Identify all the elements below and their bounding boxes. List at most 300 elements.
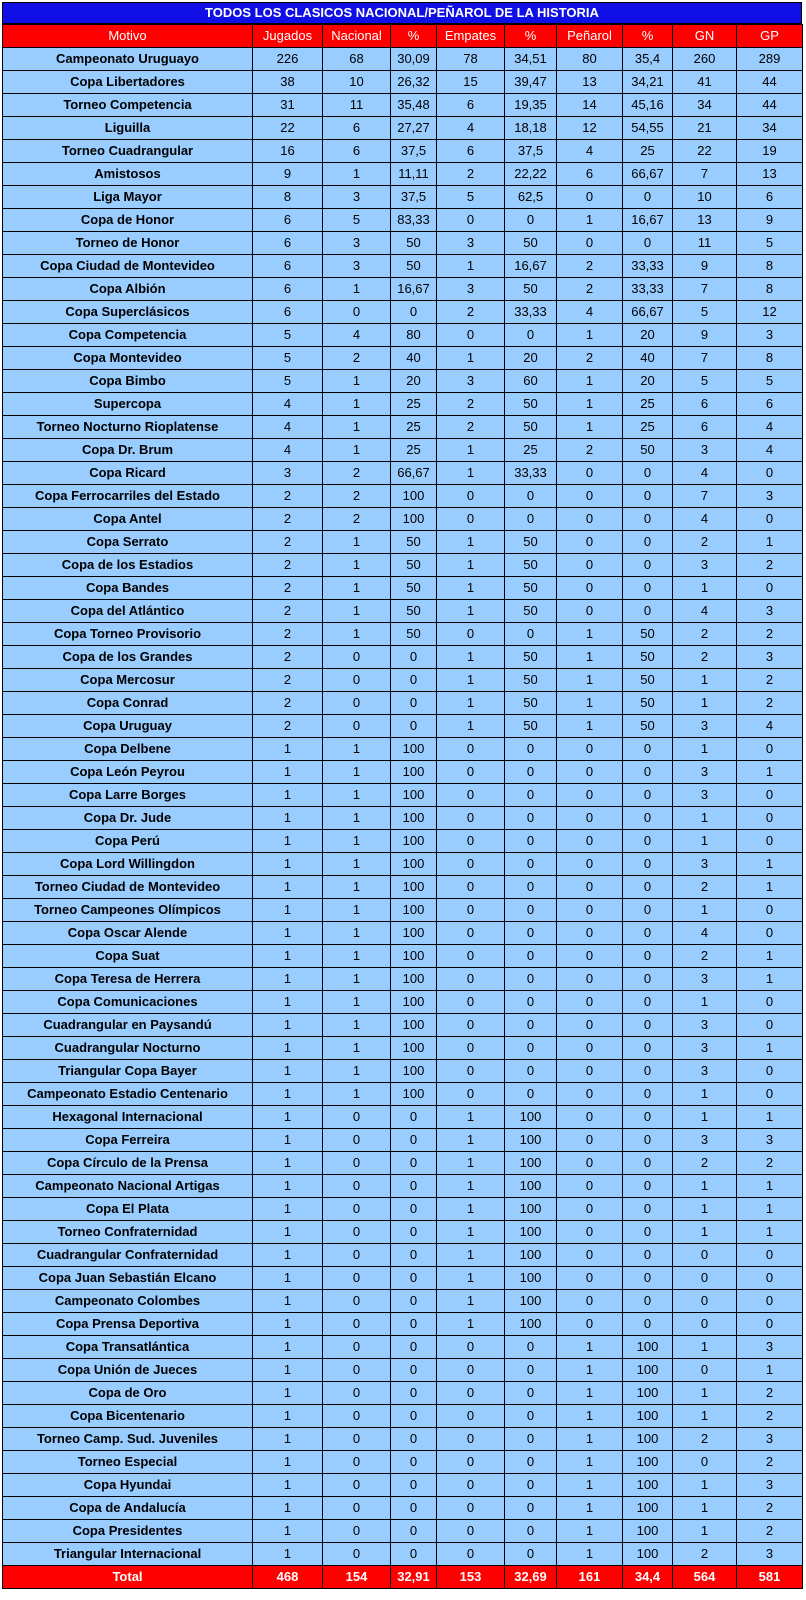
stat-cell: 1 (437, 1221, 505, 1244)
table-row (3, 1083, 803, 1106)
competition-name-cell: Liguilla (3, 117, 253, 140)
stat-cell: 100 (391, 485, 437, 508)
stat-cell: 0 (323, 1497, 391, 1520)
stat-cell: 8 (737, 278, 803, 301)
stat-cell: 13 (673, 209, 737, 232)
table-row (3, 370, 803, 393)
stat-cell: 50 (623, 623, 673, 646)
stat-cell: 0 (623, 991, 673, 1014)
table-row (3, 1474, 803, 1497)
stat-cell: 1 (437, 1106, 505, 1129)
stat-cell: 1 (437, 531, 505, 554)
stat-cell: 0 (557, 186, 623, 209)
stat-cell: 1 (737, 1106, 803, 1129)
competition-name-cell: Torneo Confraternidad (3, 1221, 253, 1244)
stat-cell: 1 (673, 1405, 737, 1428)
stat-cell: 7 (673, 278, 737, 301)
stat-cell: 3 (323, 186, 391, 209)
stat-cell: 40 (391, 347, 437, 370)
stat-cell: 1 (673, 1382, 737, 1405)
stat-cell: 3 (673, 968, 737, 991)
table-body (3, 48, 803, 1566)
stat-cell: 100 (391, 853, 437, 876)
stat-cell: 1 (253, 1175, 323, 1198)
stat-cell: 0 (505, 922, 557, 945)
stat-cell: 1 (737, 853, 803, 876)
stat-cell: 2 (673, 876, 737, 899)
competition-name-cell: Copa de los Grandes (3, 646, 253, 669)
competition-name-cell: Copa Bimbo (3, 370, 253, 393)
stat-cell: 3 (673, 1060, 737, 1083)
stat-cell: 0 (437, 1014, 505, 1037)
stat-cell: 0 (737, 991, 803, 1014)
stat-cell: 2 (253, 600, 323, 623)
stat-cell: 1 (323, 163, 391, 186)
stat-cell: 0 (437, 485, 505, 508)
stat-cell: 0 (557, 577, 623, 600)
competition-name-cell: Cuadrangular Confraternidad (3, 1244, 253, 1267)
stat-cell: 2 (673, 646, 737, 669)
stat-cell: 2 (737, 1497, 803, 1520)
table-row (3, 347, 803, 370)
table-row (3, 1060, 803, 1083)
stat-cell: 1 (253, 1359, 323, 1382)
stat-cell: 0 (323, 1451, 391, 1474)
stat-cell: 0 (505, 1520, 557, 1543)
stat-cell: 35,48 (391, 94, 437, 117)
stat-cell: 1 (437, 554, 505, 577)
stat-cell: 0 (437, 922, 505, 945)
stat-cell: 1 (323, 416, 391, 439)
stat-cell: 0 (505, 1451, 557, 1474)
stat-cell: 0 (323, 1313, 391, 1336)
stat-cell: 6 (437, 94, 505, 117)
total-cell: 154 (323, 1566, 391, 1589)
stat-cell: 0 (505, 1543, 557, 1566)
stat-cell: 8 (737, 347, 803, 370)
stat-cell: 1 (557, 646, 623, 669)
table-row (3, 163, 803, 186)
stat-cell: 16,67 (505, 255, 557, 278)
stat-cell: 0 (557, 1175, 623, 1198)
competition-name-cell: Triangular Internacional (3, 1543, 253, 1566)
competition-name-cell: Copa Serrato (3, 531, 253, 554)
stat-cell: 0 (391, 1244, 437, 1267)
stat-cell: 0 (623, 738, 673, 761)
competition-name-cell: Triangular Copa Bayer (3, 1060, 253, 1083)
stat-cell: 3 (737, 1543, 803, 1566)
stat-cell: 50 (391, 255, 437, 278)
stat-cell: 0 (557, 554, 623, 577)
competition-name-cell: Copa de los Estadios (3, 554, 253, 577)
table-row (3, 140, 803, 163)
stat-cell: 5 (737, 232, 803, 255)
table-row (3, 1451, 803, 1474)
stat-cell: 1 (437, 1198, 505, 1221)
stat-cell: 0 (505, 1083, 557, 1106)
stat-cell: 62,5 (505, 186, 557, 209)
table-row (3, 232, 803, 255)
stat-cell: 0 (505, 784, 557, 807)
stat-cell: 100 (391, 968, 437, 991)
classics-table (2, 24, 803, 1589)
stat-cell: 0 (737, 1290, 803, 1313)
stat-cell: 1 (557, 370, 623, 393)
stat-cell: 1 (253, 784, 323, 807)
stat-cell: 39,47 (505, 71, 557, 94)
stat-cell: 34 (737, 117, 803, 140)
table-row (3, 1428, 803, 1451)
stat-cell: 1 (737, 1198, 803, 1221)
stat-cell: 0 (323, 1520, 391, 1543)
competition-name-cell: Copa Dr. Brum (3, 439, 253, 462)
stat-cell: 2 (673, 1428, 737, 1451)
stat-cell: 2 (737, 1382, 803, 1405)
stat-cell: 100 (391, 1060, 437, 1083)
stat-cell: 14 (557, 94, 623, 117)
stat-cell: 11,11 (391, 163, 437, 186)
stat-cell: 0 (557, 1267, 623, 1290)
stat-cell: 2 (737, 554, 803, 577)
stat-cell: 2 (253, 485, 323, 508)
stat-cell: 1 (737, 968, 803, 991)
stat-cell: 4 (673, 600, 737, 623)
table-row (3, 1129, 803, 1152)
stat-cell: 5 (323, 209, 391, 232)
competition-name-cell: Copa Lord Willingdon (3, 853, 253, 876)
stat-cell: 1 (323, 830, 391, 853)
stat-cell: 0 (557, 508, 623, 531)
stat-cell: 22 (673, 140, 737, 163)
stat-cell: 10 (323, 71, 391, 94)
stat-cell: 0 (323, 1474, 391, 1497)
stat-cell: 1 (737, 1037, 803, 1060)
stat-cell: 0 (391, 1474, 437, 1497)
column-header: Peñarol (557, 25, 623, 48)
stat-cell: 0 (557, 991, 623, 1014)
stat-cell: 3 (673, 439, 737, 462)
stat-cell: 1 (673, 738, 737, 761)
stat-cell: 0 (437, 1451, 505, 1474)
stat-cell: 0 (557, 485, 623, 508)
stat-cell: 1 (437, 1290, 505, 1313)
competition-name-cell: Copa de Andalucía (3, 1497, 253, 1520)
stat-cell: 0 (391, 301, 437, 324)
stat-cell: 0 (557, 1106, 623, 1129)
stat-cell: 1 (323, 531, 391, 554)
stat-cell: 0 (437, 899, 505, 922)
stat-cell: 0 (323, 669, 391, 692)
stat-cell: 1 (323, 945, 391, 968)
stat-cell: 100 (391, 508, 437, 531)
competition-name-cell: Cuadrangular Nocturno (3, 1037, 253, 1060)
stat-cell: 0 (737, 1244, 803, 1267)
stat-cell: 0 (437, 1520, 505, 1543)
stat-cell: 1 (323, 1083, 391, 1106)
stat-cell: 100 (391, 784, 437, 807)
stat-cell: 5 (673, 301, 737, 324)
stat-cell: 1 (253, 1014, 323, 1037)
stat-cell: 30,09 (391, 48, 437, 71)
stat-cell: 289 (737, 48, 803, 71)
stat-cell: 1 (557, 209, 623, 232)
stat-cell: 100 (623, 1382, 673, 1405)
stat-cell: 40 (623, 347, 673, 370)
stat-cell: 0 (557, 853, 623, 876)
stat-cell: 66,67 (391, 462, 437, 485)
stat-cell: 50 (623, 669, 673, 692)
stat-cell: 6 (737, 393, 803, 416)
stat-cell: 1 (437, 1313, 505, 1336)
stat-cell: 60 (505, 370, 557, 393)
stat-cell: 1 (253, 853, 323, 876)
stat-cell: 1 (253, 1497, 323, 1520)
stat-cell: 1 (323, 853, 391, 876)
stat-cell: 3 (737, 324, 803, 347)
stat-cell: 260 (673, 48, 737, 71)
table-title: TODOS LOS CLASICOS NACIONAL/PEÑAROL DE LA HISTORIA (2, 2, 802, 24)
competition-name-cell: Copa de Honor (3, 209, 253, 232)
stat-cell: 27,27 (391, 117, 437, 140)
stat-cell: 1 (253, 1336, 323, 1359)
column-header: Jugados (253, 25, 323, 48)
stat-cell: 20 (623, 370, 673, 393)
stat-cell: 0 (737, 922, 803, 945)
competition-name-cell: Cuadrangular en Paysandú (3, 1014, 253, 1037)
total-cell: 468 (253, 1566, 323, 1589)
stat-cell: 1 (673, 1497, 737, 1520)
stat-cell: 0 (505, 899, 557, 922)
stat-cell: 50 (505, 278, 557, 301)
stat-cell: 0 (437, 209, 505, 232)
stat-cell: 7 (673, 347, 737, 370)
stat-cell: 50 (391, 623, 437, 646)
stat-cell: 0 (437, 876, 505, 899)
table-row (3, 117, 803, 140)
competition-name-cell: Copa Teresa de Herrera (3, 968, 253, 991)
stat-cell: 0 (737, 577, 803, 600)
competition-name-cell: Torneo Competencia (3, 94, 253, 117)
stat-cell: 0 (437, 1428, 505, 1451)
competition-name-cell: Torneo Especial (3, 1451, 253, 1474)
stat-cell: 1 (673, 692, 737, 715)
stat-cell: 0 (437, 1474, 505, 1497)
stat-cell: 0 (437, 1497, 505, 1520)
stat-cell: 1 (253, 1106, 323, 1129)
stat-cell: 0 (391, 1106, 437, 1129)
stat-cell: 5 (253, 370, 323, 393)
stat-cell: 1 (323, 393, 391, 416)
competition-name-cell: Copa Bandes (3, 577, 253, 600)
stat-cell: 0 (437, 623, 505, 646)
stat-cell: 0 (323, 1244, 391, 1267)
competition-name-cell: Torneo Cuadrangular (3, 140, 253, 163)
stat-cell: 0 (623, 899, 673, 922)
stat-cell: 6 (253, 301, 323, 324)
stat-cell: 41 (673, 71, 737, 94)
stat-cell: 33,33 (623, 255, 673, 278)
stat-cell: 0 (391, 1382, 437, 1405)
stat-cell: 0 (437, 1405, 505, 1428)
stat-cell: 0 (323, 1543, 391, 1566)
stat-cell: 3 (673, 715, 737, 738)
stat-cell: 0 (505, 1428, 557, 1451)
stat-cell: 100 (623, 1405, 673, 1428)
stat-cell: 0 (505, 324, 557, 347)
competition-name-cell: Copa de Oro (3, 1382, 253, 1405)
competition-name-cell: Copa Ricard (3, 462, 253, 485)
stat-cell: 4 (253, 393, 323, 416)
stat-cell: 2 (737, 1520, 803, 1543)
stat-cell: 1 (557, 1497, 623, 1520)
stat-cell: 50 (623, 715, 673, 738)
stat-cell: 0 (557, 1198, 623, 1221)
stat-cell: 0 (623, 1198, 673, 1221)
stat-cell: 1 (437, 692, 505, 715)
stat-cell: 1 (253, 991, 323, 1014)
stat-cell: 1 (437, 439, 505, 462)
stat-cell: 50 (623, 646, 673, 669)
table-row (3, 186, 803, 209)
competition-name-cell: Copa Delbene (3, 738, 253, 761)
stat-cell: 2 (557, 439, 623, 462)
stat-cell: 1 (323, 600, 391, 623)
table-row (3, 1290, 803, 1313)
stat-cell: 1 (557, 1382, 623, 1405)
stat-cell: 1 (737, 945, 803, 968)
classics-table-container (2, 2, 802, 1589)
stat-cell: 100 (391, 830, 437, 853)
competition-name-cell: Supercopa (3, 393, 253, 416)
competition-name-cell: Copa Ferreira (3, 1129, 253, 1152)
competition-name-cell: Campeonato Estadio Centenario (3, 1083, 253, 1106)
table-row (3, 738, 803, 761)
stat-cell: 44 (737, 94, 803, 117)
stat-cell: 2 (253, 646, 323, 669)
stat-cell: 1 (673, 807, 737, 830)
stat-cell: 1 (253, 1451, 323, 1474)
stat-cell: 2 (673, 945, 737, 968)
stat-cell: 1 (557, 1359, 623, 1382)
stat-cell: 1 (437, 669, 505, 692)
table-row (3, 255, 803, 278)
stat-cell: 100 (505, 1198, 557, 1221)
stat-cell: 0 (737, 1014, 803, 1037)
stat-cell: 0 (437, 1359, 505, 1382)
stat-cell: 4 (557, 140, 623, 163)
table-row (3, 1520, 803, 1543)
table-row (3, 301, 803, 324)
stat-cell: 8 (737, 255, 803, 278)
stat-cell: 0 (323, 1382, 391, 1405)
stat-cell: 100 (391, 807, 437, 830)
stat-cell: 15 (437, 71, 505, 94)
stat-cell: 3 (673, 853, 737, 876)
stat-cell: 25 (391, 439, 437, 462)
stat-cell: 1 (253, 1244, 323, 1267)
table-row (3, 462, 803, 485)
competition-name-cell: Copa Montevideo (3, 347, 253, 370)
competition-name-cell: Torneo Campeones Olímpicos (3, 899, 253, 922)
stat-cell: 0 (323, 646, 391, 669)
table-row (3, 531, 803, 554)
stat-cell: 50 (391, 531, 437, 554)
stat-cell: 0 (623, 1106, 673, 1129)
stat-cell: 4 (253, 416, 323, 439)
stat-cell: 0 (505, 968, 557, 991)
stat-cell: 11 (323, 94, 391, 117)
competition-name-cell: Copa del Atlántico (3, 600, 253, 623)
table-row (3, 1405, 803, 1428)
stat-cell: 0 (557, 1014, 623, 1037)
stat-cell: 1 (737, 1175, 803, 1198)
stat-cell: 2 (737, 623, 803, 646)
table-row (3, 1313, 803, 1336)
stat-cell: 0 (505, 945, 557, 968)
stat-cell: 2 (253, 669, 323, 692)
stat-cell: 0 (391, 1129, 437, 1152)
stat-cell: 1 (437, 1129, 505, 1152)
stat-cell: 0 (391, 1405, 437, 1428)
stat-cell: 0 (437, 1543, 505, 1566)
table-row (3, 807, 803, 830)
stat-cell: 2 (253, 554, 323, 577)
stat-cell: 3 (673, 1129, 737, 1152)
table-row (3, 324, 803, 347)
stat-cell: 1 (737, 876, 803, 899)
stat-cell: 1 (323, 784, 391, 807)
stat-cell: 1 (323, 554, 391, 577)
stat-cell: 16,67 (391, 278, 437, 301)
stat-cell: 16 (253, 140, 323, 163)
stat-cell: 12 (557, 117, 623, 140)
stat-cell: 0 (623, 1060, 673, 1083)
stat-cell: 1 (673, 1198, 737, 1221)
stat-cell: 100 (505, 1129, 557, 1152)
stat-cell: 0 (623, 1129, 673, 1152)
stat-cell: 0 (737, 508, 803, 531)
stat-cell: 100 (505, 1313, 557, 1336)
stat-cell: 20 (623, 324, 673, 347)
stat-cell: 1 (437, 255, 505, 278)
stat-cell: 0 (323, 1221, 391, 1244)
stat-cell: 34 (673, 94, 737, 117)
stat-cell: 37,5 (391, 186, 437, 209)
competition-name-cell: Copa Prensa Deportiva (3, 1313, 253, 1336)
competition-name-cell: Copa Antel (3, 508, 253, 531)
stat-cell: 0 (557, 1221, 623, 1244)
stat-cell: 100 (505, 1267, 557, 1290)
stat-cell: 0 (557, 462, 623, 485)
stat-cell: 0 (437, 968, 505, 991)
stat-cell: 1 (253, 738, 323, 761)
stat-cell: 1 (253, 1198, 323, 1221)
table-row (3, 485, 803, 508)
stat-cell: 0 (557, 784, 623, 807)
stat-cell: 4 (673, 508, 737, 531)
stat-cell: 2 (253, 715, 323, 738)
stat-cell: 0 (505, 1405, 557, 1428)
stat-cell: 3 (673, 761, 737, 784)
stat-cell: 1 (557, 1543, 623, 1566)
stat-cell: 1 (557, 324, 623, 347)
stat-cell: 3 (737, 1474, 803, 1497)
stat-cell: 0 (323, 1336, 391, 1359)
competition-name-cell: Copa Suat (3, 945, 253, 968)
stat-cell: 1 (253, 1313, 323, 1336)
table-row (3, 439, 803, 462)
stat-cell: 4 (557, 301, 623, 324)
